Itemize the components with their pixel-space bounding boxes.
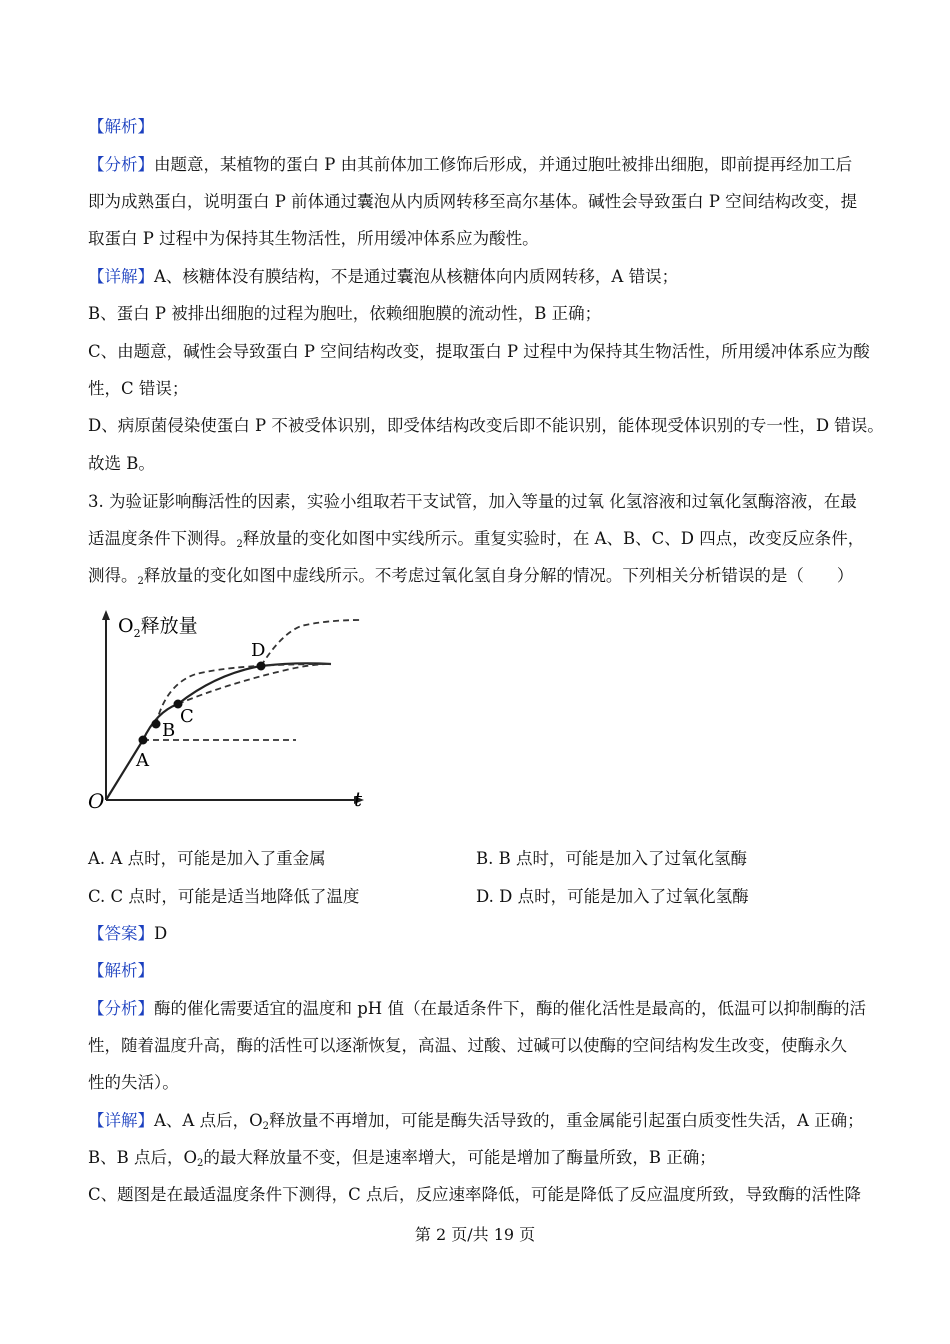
option-a: A. A 点时，可能是加入了重金属 bbox=[88, 849, 326, 868]
text-line: 性，随着温度升高，酶的活性可以逐渐恢复，高温、过酸、过碱可以使酶的空间结构发生改变，使酶永久 bbox=[88, 1036, 847, 1055]
option-d: D. D 点时，可能是加入了过氧化氢酶 bbox=[476, 887, 749, 906]
text-line: 故选 B。 bbox=[88, 454, 155, 473]
page-footer: 第 2 页/共 19 页 bbox=[414, 1225, 536, 1244]
text-line: 性，C 错误； bbox=[88, 379, 189, 398]
option-c: C. C 点时，可能是适当地降低了温度 bbox=[88, 887, 360, 906]
y-axis-arrow bbox=[102, 610, 110, 620]
text-line: 【详解】A、A 点后，$O_2$释放量不再增加，可能是酶失活导致的，重金属能引起蛋白质变性失活，A 正确； bbox=[88, 1111, 864, 1132]
text-line: 【详解】A、核糖体没有膜结构，不是通过囊泡从核糖体向内质网转移，A 错误； bbox=[88, 267, 679, 286]
answer-line: 【答案】D bbox=[88, 924, 168, 943]
section-heading-jiexi bbox=[88, 116, 154, 138]
question-line: 3. 为验证影响酶活性的因素，实验小组取若干支试管，加入等量的过氧 化氢溶液和过氧化氢酶溶液，在最 bbox=[88, 492, 857, 511]
x-axis-label: t bbox=[354, 787, 363, 811]
question-line: 适温度条件下测得。$_2$释放量的变化如图中实线所示。重复实验时，在 A、B、C、D 四点，改变反应条件， bbox=[88, 529, 865, 550]
y-axis-label: $O_2$释放量 bbox=[118, 615, 198, 640]
text-line: 性的失活）。 bbox=[88, 1073, 179, 1092]
point-a-label: A bbox=[136, 750, 149, 771]
point-b bbox=[152, 720, 161, 729]
text-line: 即为成熟蛋白，说明蛋白 P 前体通过囊泡从内质网转移至高尔基体。碱性会导致蛋白 P 空间结构改变，提 bbox=[88, 192, 858, 211]
text-line: D、病原菌侵染使蛋白 P 不被受体识别，即受体结构改变后即不能识别，能体现受体识别的专一性，D 错误。 bbox=[88, 416, 884, 435]
dashed-curve-d bbox=[261, 620, 361, 666]
text-line: 【分析】由题意，某植物的蛋白 P 由其前体加工修饰后形成，并通过胞吐被排出细胞，即前提再经加工后 bbox=[88, 155, 853, 174]
origin-label: O bbox=[88, 789, 105, 813]
text-line: C、由题意，碱性会导致蛋白 P 空间结构改变，提取蛋白 P 过程中为保持其生物活性，所用缓冲体系应为酸 bbox=[88, 342, 870, 361]
point-d bbox=[257, 662, 266, 671]
dashed-curve-c bbox=[178, 664, 331, 704]
question-line: 测得。$_2$释放量的变化如图中虚线所示。不考虑过氧化氢自身分解的情况。下列相关分析错误的是（ ） bbox=[88, 566, 854, 587]
point-d-label: D bbox=[251, 640, 266, 661]
text-line: B、B 点后，$O_2$的最大释放量不变，但是速率增大，可能是增加了酶量所致，B 正确； bbox=[88, 1148, 716, 1169]
point-c-label: C bbox=[180, 706, 194, 727]
tag-label: 【解析】 bbox=[88, 117, 154, 136]
option-b: B. B 点时，可能是加入了过氧化氢酶 bbox=[476, 849, 747, 868]
point-a bbox=[139, 736, 148, 745]
tag-label: 【分析】 bbox=[88, 999, 154, 1018]
tag-label: 【答案】 bbox=[88, 924, 154, 943]
tag-label: 【解析】 bbox=[88, 961, 154, 980]
text-line: B、蛋白 P 被排出细胞的过程为胞吐，依赖细胞膜的流动性，B 正确； bbox=[88, 304, 602, 323]
text-line: C、题图是在最适温度条件下测得，C 点后，反应速率降低，可能是降低了反应温度所致，导致酶的活性降 bbox=[88, 1185, 861, 1204]
o2-release-figure bbox=[86, 604, 446, 834]
text-line: 取蛋白 P 过程中为保持其生物活性，所用缓冲体系应为酸性。 bbox=[88, 229, 539, 248]
tag-label: 【分析】 bbox=[88, 155, 154, 174]
text-line: 【分析】酶的催化需要适宜的温度和 pH 值（在最适条件下，酶的催化活性是最高的，低温可以抑制酶的活 bbox=[88, 999, 866, 1018]
point-b-label: B bbox=[162, 720, 176, 741]
tag-label: 【详解】 bbox=[88, 1111, 154, 1130]
tag-label: 【详解】 bbox=[88, 267, 154, 286]
section-heading-jiexi bbox=[88, 960, 154, 982]
solid-curve bbox=[106, 663, 331, 800]
